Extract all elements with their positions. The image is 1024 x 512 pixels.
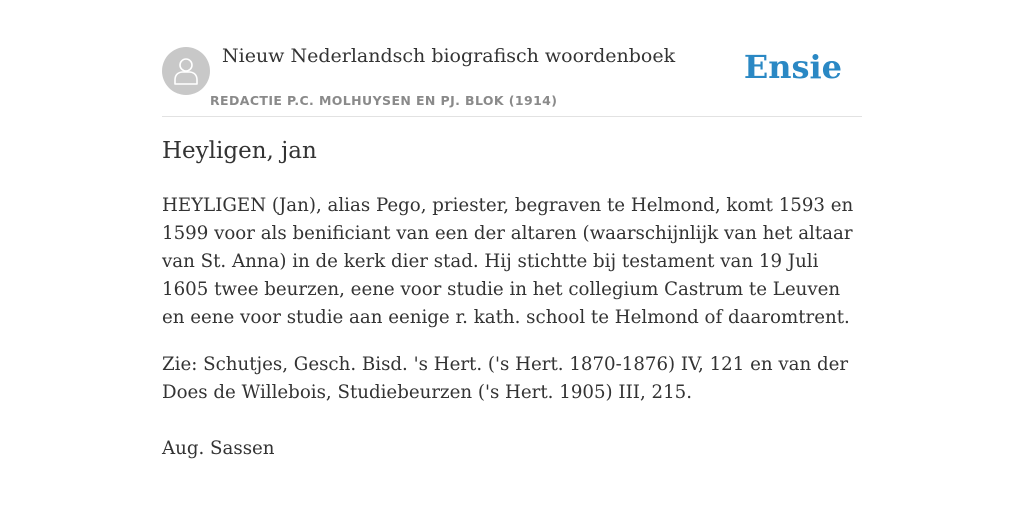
- book-title[interactable]: Nieuw Nederlandsch biografisch woordenboek: [222, 45, 676, 67]
- avatar: [162, 47, 210, 95]
- ensie-logo[interactable]: Ensie: [743, 48, 842, 86]
- book-header: [162, 40, 862, 117]
- user-silhouette-icon: [172, 56, 200, 86]
- book-editors: REDACTIE P.C. MOLHUYSEN EN PJ. BLOK (1914): [210, 93, 558, 108]
- entry-paragraph-2: Zie: Schutjes, Gesch. Bisd. 's Hert. ('s Hert. 1870-1876) IV, 121 en van der Does de Willebois, Studiebeurzen ('s Hert. 1905) III, 215.: [162, 354, 849, 403]
- entry-paragraph-1: HEYLIGEN (Jan), alias Pego, priester, begraven te Helmond, komt 1593 en 1599 voor als benificiant van een der altaren (waarschijnlijk van het altaar van St. Anna) in de kerk dier stad. Hij stichtte bij testament van 19 Juli 1605 twee beurzen, eene voor studie in het collegium Castrum te Leuven en eene voor studie aan eenige r. kath. school te Helmond of daaromtrent.: [162, 195, 854, 328]
- entry-author: Aug. Sassen: [162, 438, 275, 459]
- entry-title: Heyligen, jan: [162, 138, 317, 164]
